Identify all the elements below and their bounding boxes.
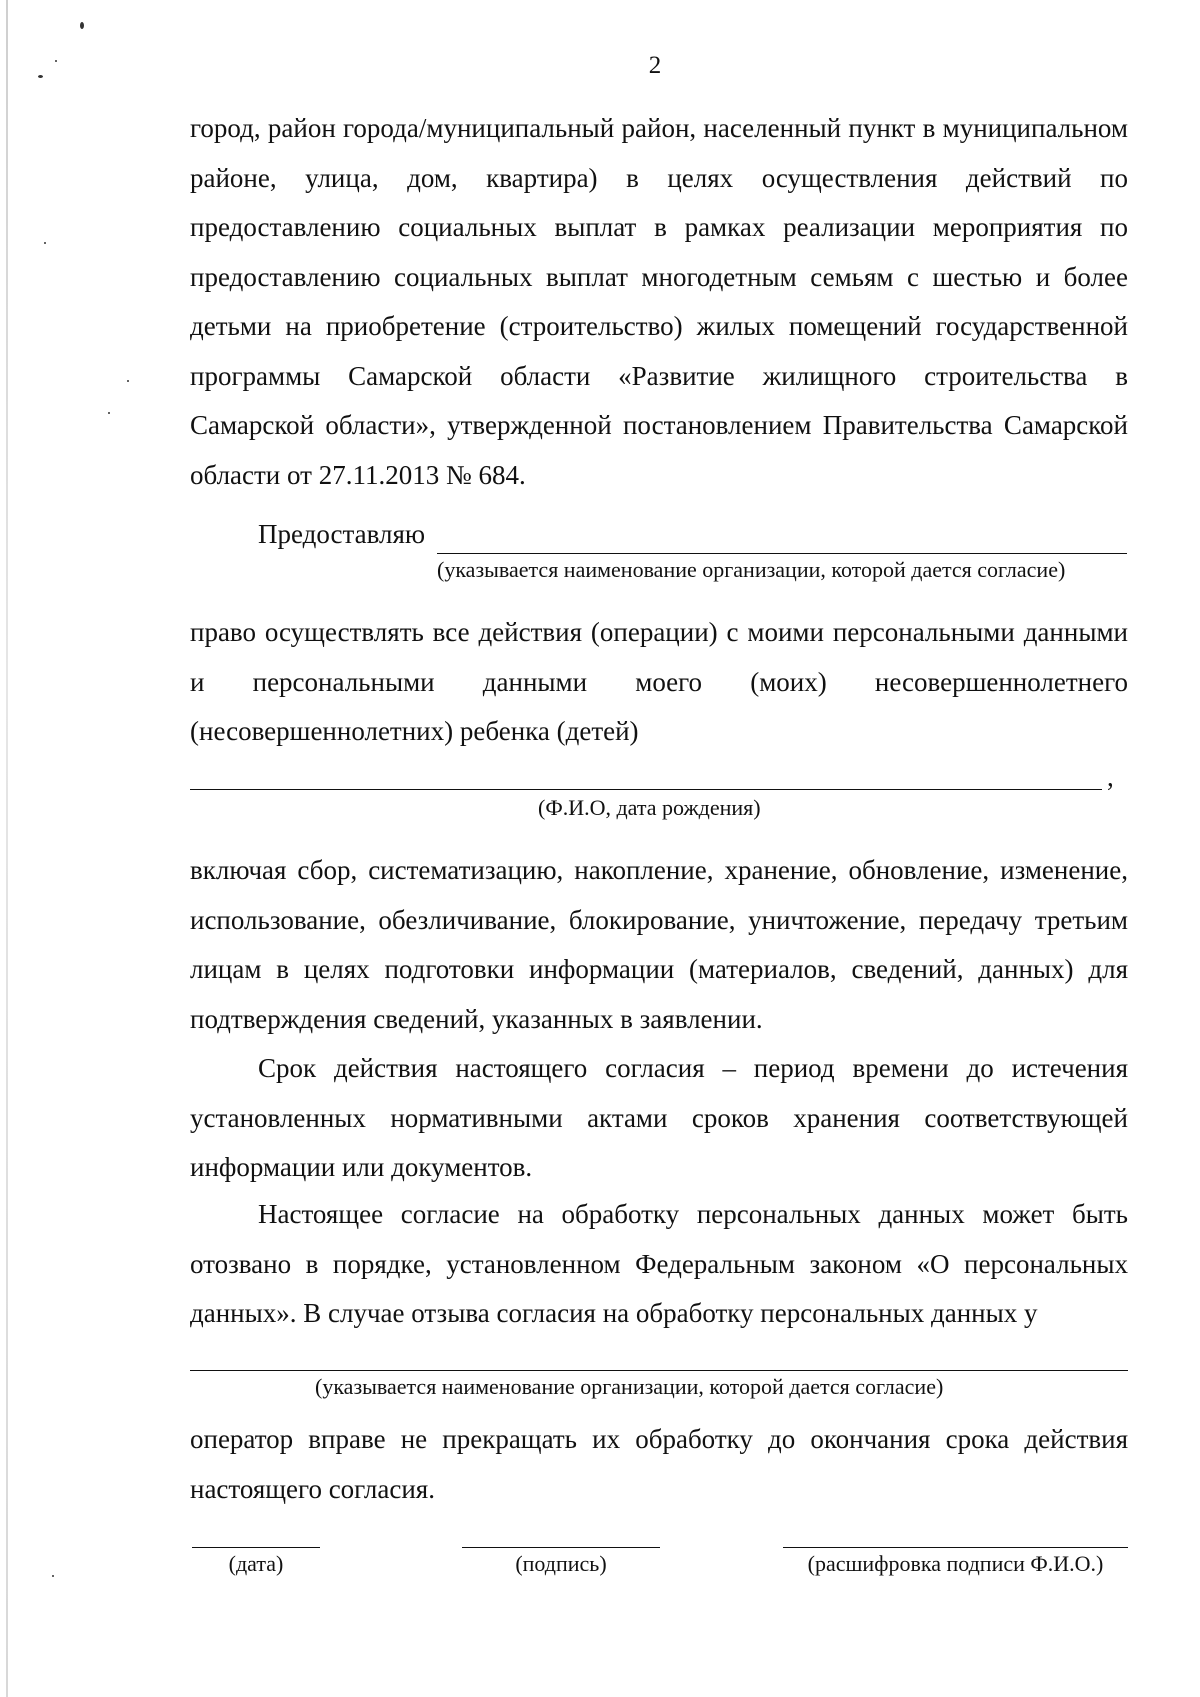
- signature-line: [462, 1547, 660, 1548]
- operator-blank-line: [190, 1370, 1128, 1371]
- child-name-blank-line: [190, 789, 1102, 790]
- child-line-comma: ,: [1107, 762, 1114, 792]
- paragraph-term: Срок действия настоящего согласия – период времени до истечения установленных нормативными актами сроков хранения соответствующей информации или документов.: [190, 1053, 1128, 1182]
- paragraph-rights: право осуществлять все действия (операции) с моими персональными данными и персональными данными моего (моих) несовершеннолетнего (несовершеннолетних) ребенка (детей): [190, 617, 1128, 746]
- scan-speck: [108, 412, 110, 414]
- paragraph-revocation: Настоящее согласие на обработку персональных данных может быть отозвано в порядке, установленном Федеральным законом «О персональных данных». В случае отзыва согласия на обработку персональных данных у: [190, 1199, 1128, 1328]
- organization-blank-line: [437, 553, 1127, 554]
- scan-edge: [6, 0, 8, 1697]
- scan-speck: [44, 242, 46, 244]
- paragraph-operator: оператор вправе не прекращать их обработку до окончания срока действия настоящего согласия.: [190, 1424, 1128, 1504]
- paragraph-purpose: город, район города/муниципальный район, населенный пункт в муниципальном районе, улица, дом, квартира) в целях осуществления действий по предоставлению социальных выплат в рамках реализации мероприятия по предоставлению социальных выплат многодетным семьям с шестью и более детьми на приобретение (строительство) жилых помещений государственной программы Самарской области «Развитие жилищного строительства в Самарской области», утвержденной постановлением Правительства Самарской области от 27.11.2013 № 684.: [190, 113, 1128, 490]
- paragraph-actions: включая сбор, систематизацию, накопление, хранение, обновление, изменение, использование, обезличивание, блокирование, уничтожение, передачу третьим лицам в целях подготовки информации (материалов, сведений, данных) для подтверждения сведений, указанных в заявлении.: [190, 855, 1128, 1034]
- page-number: 2: [648, 52, 662, 79]
- date-line: [192, 1547, 320, 1548]
- signature-decode-caption: (расшифровка подписи Ф.И.О.): [807, 1551, 1104, 1576]
- signature-decode-line: [783, 1547, 1128, 1548]
- scan-speck: [52, 1575, 54, 1577]
- scan-speck: [127, 380, 129, 382]
- child-name-caption: (Ф.И.О, дата рождения): [538, 795, 761, 820]
- scan-speck: [80, 22, 84, 29]
- signature-caption: (подпись): [515, 1551, 607, 1576]
- operator-caption: (указывается наименование организации, которой дается согласие): [315, 1374, 944, 1399]
- provide-label: Предоставляю: [258, 519, 426, 549]
- organization-caption: (указывается наименование организации, которой дается согласие): [437, 557, 1066, 582]
- date-caption: (дата): [228, 1551, 284, 1576]
